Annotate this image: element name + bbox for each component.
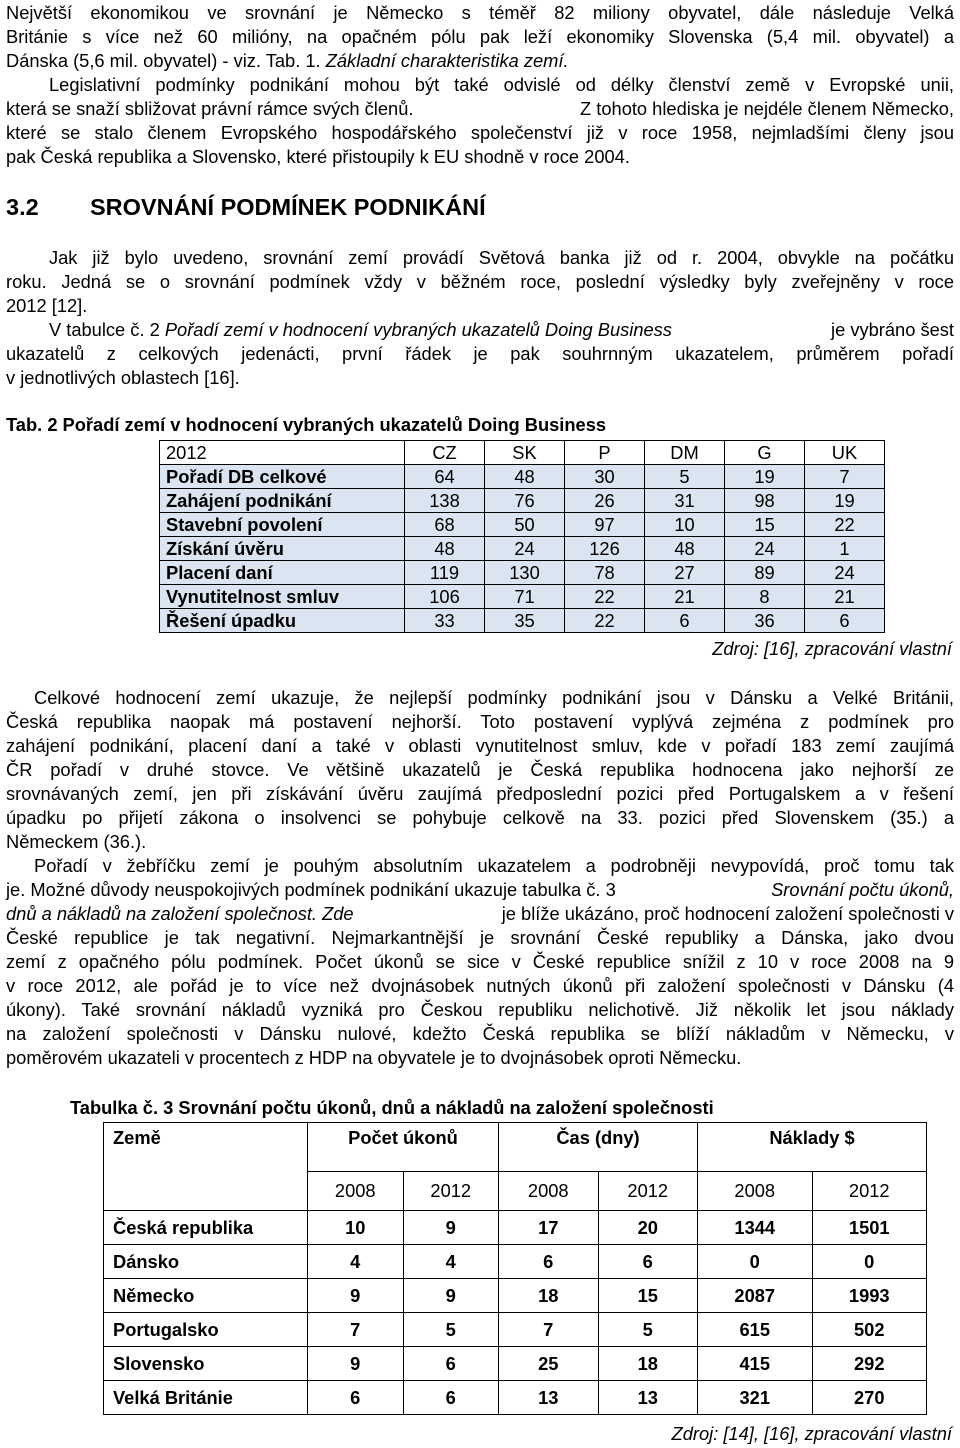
table-cell: 15 [598,1279,698,1313]
table-cell: 10 [308,1211,404,1245]
table-cell: 22 [565,609,645,633]
table-cell: 89 [725,561,805,585]
table-cell: 30 [565,465,645,489]
table-source: Zdroj: [16], zpracování vlastní [712,638,952,659]
table-row [160,537,885,561]
table-cell: 4 [403,1245,499,1279]
header-cell: 2008 [499,1172,599,1211]
text-run: je vybráno šest [831,319,954,340]
header-cell: G [725,441,805,465]
row-label: Portugalsko [104,1313,308,1347]
paragraph-line: ČR pořadí v druhé stovce. Ve většině ukazatelů je Česká republika hodnocena jako nejhorší ze [6,759,954,780]
header-cell: 2012 [160,441,405,465]
header-cell: 2012 [812,1172,927,1211]
table-cell: 24 [805,561,885,585]
paragraph-line: Legislativní podmínky podnikání mohou být také odvislé od délky členství země v Evropské unii, [49,74,954,95]
table-cell: 5 [645,465,725,489]
table-cell: 5 [598,1313,698,1347]
paragraph-line: Celkové hodnocení zemí ukazuje, že nejlepší podmínky podnikání jsou v Dánsku a Velké Británii, [34,687,954,708]
table-cell: 19 [725,465,805,489]
table-cell: 10 [645,513,725,537]
table-row [160,561,885,585]
header-cell: DM [645,441,725,465]
table-cell: 18 [499,1279,599,1313]
text-run: Z tohoto hlediska je nejdéle členem Německo, [580,98,954,119]
paragraph-line: poměrovém ukazateli v procentech z HDP na obyvatele je to dvojnásobek oproti Německu. [6,1047,742,1068]
table-cell: 36 [725,609,805,633]
row-label: Německo [104,1279,308,1313]
row-label: Pořadí DB celkové [160,465,405,489]
paragraph-line: Německem (36.). [6,831,147,852]
table-cell: 6 [308,1381,404,1415]
table-cell: 1344 [698,1211,813,1245]
table-cell: 25 [499,1347,599,1381]
table-row [160,609,885,633]
table-cell: 13 [499,1381,599,1415]
table-header-row [104,1123,927,1172]
table-cell: 27 [645,561,725,585]
paragraph-line: které se stalo členem Evropského hospodářského společenství již v roce 1958, nejmladšími členy jsou [6,122,954,143]
row-label: Stavební povolení [160,513,405,537]
table-cell: 76 [485,489,565,513]
paragraph-line: zahájení podnikání, placení daní a také v oblasti vynutitelnost smluv, kde v pořadí 183 zemí zaujímá [6,735,954,756]
paragraph-line: úpadku po přijetí zákona o insolvenci se pohybuje celkově na 33. pozici před Slovenskem (35.) a [6,807,954,828]
table-cell: 24 [725,537,805,561]
section-title: SROVNÁNÍ PODMÍNEK PODNIKÁNÍ [90,194,486,220]
paragraph-line: ukazatelů z celkových jedenácti, první řádek je pak souhrnným ukazatelem, průměrem pořadí [6,343,954,364]
table-cell: 8 [725,585,805,609]
table-row [104,1245,927,1279]
table-row [104,1279,927,1313]
table-cell: 1993 [812,1279,927,1313]
table-reference: dnů a nákladů na založení společnost. Zde [6,903,354,924]
text-run: V tabulce č. 2 [49,319,165,340]
paragraph-line: v roce 2012, ale pořád je to více než dvojnásobek nutných úkonů při založení společnosti v Dánsku (4 [6,975,954,996]
paragraph-line [6,50,569,72]
table-row [160,465,885,489]
paragraph-line [6,879,954,901]
table-row [104,1211,927,1245]
table-cell: 106 [405,585,485,609]
doing-business-table [159,440,885,633]
table-cell: 48 [645,537,725,561]
table-cell: 19 [805,489,885,513]
table-cell: 17 [499,1211,599,1245]
header-cell: CZ [405,441,485,465]
paragraph-line: pak Česká republika a Slovensko, které přistoupily k EU shodně v roce 2004. [6,146,630,167]
header-cell: P [565,441,645,465]
row-label: Zahájení podnikání [160,489,405,513]
text-run: je blíže ukázáno, proč hodnocení založení společnosti v [501,903,954,924]
caption-prefix: Tab. [6,414,43,435]
paragraph-line: Česká republika naopak má postavení nejhorší. Toto postavení vyplývá zejména z podmínek pro [6,711,954,732]
table-cell: 5 [403,1313,499,1347]
table-cell: 18 [598,1347,698,1381]
table-cell: 35 [485,609,565,633]
table-cell: 33 [405,609,485,633]
table-reference: Srovnání počtu úkonů, [771,879,954,900]
paragraph-line [49,319,954,341]
table-cell: 130 [485,561,565,585]
row-label: Placení daní [160,561,405,585]
table-cell: 292 [812,1347,927,1381]
table-cell: 502 [812,1313,927,1347]
text-run: která se snaží sbližovat právní rámce svých členů. [6,98,414,119]
paragraph-line [6,98,954,120]
paragraph-line: Británie s více než 60 milióny, na opačném pólu pak leží ekonomiky Slovenska (5,4 mil. obyvatel) a [6,26,954,47]
table-cell: 6 [805,609,885,633]
company-setup-table [103,1122,927,1415]
header-cell: SK [485,441,565,465]
table-header-row [160,441,885,465]
table-cell: 7 [308,1313,404,1347]
text-run: Dánska (5,6 mil. obyvatel) - viz. Tab. 1. [6,50,326,71]
header-cell: Čas (dny) [499,1123,698,1172]
header-cell: Počet úkonů [308,1123,499,1172]
table-cell: 15 [725,513,805,537]
table-cell: 71 [485,585,565,609]
table-cell: 22 [805,513,885,537]
paragraph-line: na založení společnosti v Dánsku nulové, kdežto Česká republika se blíží nákladům v Německu, v [6,1023,954,1044]
paragraph-line: Jak již bylo uvedeno, srovnání zemí provádí Světová banka již od r. 2004, obvykle na počátku [49,247,954,268]
table-cell: 22 [565,585,645,609]
row-label: Dánsko [104,1245,308,1279]
table-row [104,1313,927,1347]
header-cell: 2008 [308,1172,404,1211]
table-cell: 2087 [698,1279,813,1313]
table-cell: 97 [565,513,645,537]
table-cell: 0 [812,1245,927,1279]
row-label: Slovensko [104,1347,308,1381]
table-caption: Tabulka č. 3 Srovnání počtu úkonů, dnů a nákladů na založení společnosti [70,1097,714,1118]
table-cell: 6 [403,1381,499,1415]
table-reference: Základní charakteristika zemí. [325,50,569,71]
table-cell: 9 [403,1211,499,1245]
row-label: Vynutitelnost smluv [160,585,405,609]
table-cell: 119 [405,561,485,585]
paragraph-line: v jednotlivých oblastech [16]. [6,367,240,388]
table-cell: 9 [308,1279,404,1313]
paragraph-line: 2012 [12]. [6,295,88,316]
row-label: Velká Británie [104,1381,308,1415]
caption-text: 2 Pořadí zemí v hodnocení vybraných ukazatelů Doing Business [42,414,607,435]
table-cell: 321 [698,1381,813,1415]
table-cell: 78 [565,561,645,585]
table-cell: 21 [805,585,885,609]
header-cell: Země [104,1123,308,1211]
paragraph-line: České republice je tak negativní. Nejmarkantnější je srovnání České republiky a Dánska, jako dvou [6,927,954,948]
table-row [104,1381,927,1415]
table-row [160,513,885,537]
table-cell: 48 [405,537,485,561]
table-cell: 138 [405,489,485,513]
table-cell: 24 [485,537,565,561]
table-cell: 6 [499,1245,599,1279]
table-cell: 64 [405,465,485,489]
table-cell: 7 [805,465,885,489]
table-cell: 9 [308,1347,404,1381]
table-cell: 7 [499,1313,599,1347]
paragraph-line: Pořadí v žebříčku zemí je pouhým absolutním ukazatelem a podrobněji nevypovídá, proč tomu tak [34,855,954,876]
table-row [104,1347,927,1381]
text-run: je. Možné důvody neuspokojivých podmínek podnikání ukazuje tabulka č. 3 [6,879,616,900]
paragraph-line [6,903,954,925]
paragraph-line: srovnávaných zemí, jen při získávání úvěru zaujímá předposlední pozici před Portugalskem a v řešení [6,783,954,804]
table-source: Zdroj: [14], [16], zpracování vlastní [671,1423,952,1444]
section-number: 3.2 [6,194,39,220]
paragraph-line: úkony). Také srovnání nákladů vyzniká pro Českou republiku nelichotivě. Již několik let jsou náklady [6,999,954,1020]
table-cell: 21 [645,585,725,609]
table-cell: 415 [698,1347,813,1381]
header-cell: UK [805,441,885,465]
table-cell: 0 [698,1245,813,1279]
table-cell: 98 [725,489,805,513]
header-cell: 2008 [698,1172,813,1211]
paragraph-line: roku. Jedná se o srovnání podmínek vždy v běžném roce, poslední výsledky byly zveřejněny v roce [6,271,954,292]
row-label: Česká republika [104,1211,308,1245]
table-reference: Pořadí zemí v hodnocení vybraných ukazatelů Doing Business [164,319,672,340]
section-heading [6,192,486,222]
table-cell: 13 [598,1381,698,1415]
table-cell: 6 [598,1245,698,1279]
table-cell: 31 [645,489,725,513]
table-cell: 6 [403,1347,499,1381]
table-cell: 20 [598,1211,698,1245]
table-cell: 50 [485,513,565,537]
table-cell: 48 [485,465,565,489]
table-cell: 26 [565,489,645,513]
table-cell: 9 [403,1279,499,1313]
row-label: Řešení úpadku [160,609,405,633]
row-label: Získání úvěru [160,537,405,561]
table-cell: 68 [405,513,485,537]
table-cell: 615 [698,1313,813,1347]
header-cell: 2012 [598,1172,698,1211]
table-cell: 4 [308,1245,404,1279]
table-cell: 126 [565,537,645,561]
table-cell: 6 [645,609,725,633]
header-cell: Náklady $ [698,1123,927,1172]
header-cell: 2012 [403,1172,499,1211]
table-caption [6,414,606,436]
table-row [160,585,885,609]
table-cell: 270 [812,1381,927,1415]
paragraph-line: zemí z opačného pólu podmínek. Počet úkonů se sice v České republice snížil z 10 v roce 2008 na 9 [6,951,954,972]
table-row [160,489,885,513]
table-cell: 1 [805,537,885,561]
table-cell: 1501 [812,1211,927,1245]
paragraph-line: Největší ekonomikou ve srovnání je Německo s téměř 82 miliony obyvatel, dále následuje Velká [6,2,954,23]
